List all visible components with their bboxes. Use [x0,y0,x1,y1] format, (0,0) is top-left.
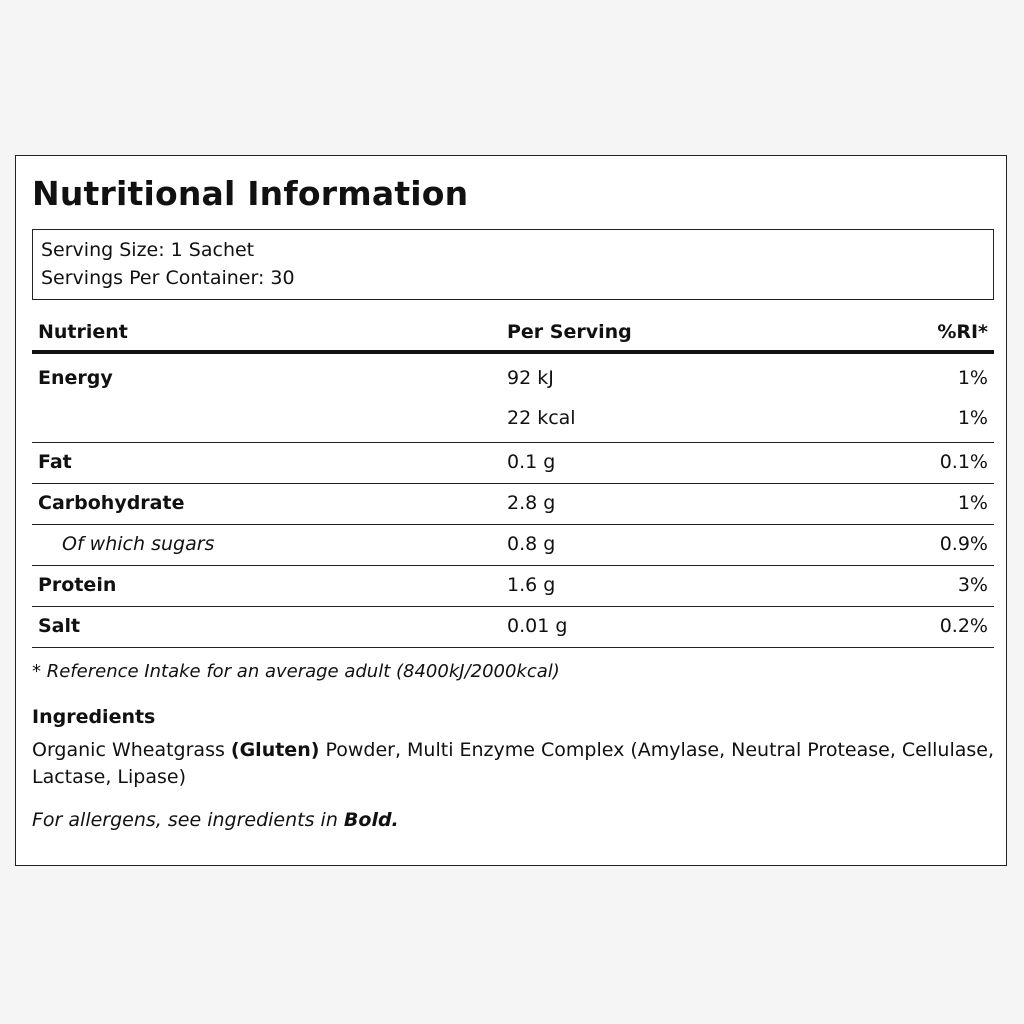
servings-per-container: Servings Per Container: 30 [41,267,295,289]
allergen-note [32,809,399,831]
nutrition-table [32,318,994,648]
header-per-serving: Per Serving [507,321,632,343]
table-row [32,525,994,566]
header-nutrient: Nutrient [38,321,128,343]
nutrient-ri: 1% [957,492,988,514]
table-header [32,318,994,354]
nutrient-ri: 0.2% [939,615,988,637]
nutrient-ri: 1% [957,367,988,389]
nutrition-panel [15,155,1007,866]
ingredients-text [32,737,997,791]
nutrient-ri: 0.1% [939,451,988,473]
header-ri: %RI* [937,321,988,343]
allergen-note-text: For allergens, see ingredients in [32,809,344,831]
nutrient-value: 0.1 g [507,451,556,473]
nutrient-name: Of which sugars [62,533,215,555]
nutrient-name: Carbohydrate [38,492,185,514]
nutrient-ri: 0.9% [939,533,988,555]
ingredients-part2: Powder, Multi Enzyme Complex (Amylase, Neutral Protease, Cellulase, Lactase, Lipase) [32,739,995,788]
nutrient-name: Energy [38,367,113,389]
nutrient-name: Protein [38,574,117,596]
nutrient-value: 1.6 g [507,574,556,596]
table-row [32,484,994,525]
ingredients-part1: Organic Wheatgrass [32,739,231,761]
nutrient-name: Salt [38,615,81,637]
panel-title: Nutritional Information [32,174,469,213]
serving-info-box [32,229,994,300]
nutrient-ri-kcal: 1% [957,407,988,429]
table-row [32,443,994,484]
nutrient-value: 2.8 g [507,492,556,514]
ingredients-heading: Ingredients [32,706,156,728]
table-row-energy [32,354,994,443]
ri-footnote: * Reference Intake for an average adult (8400kJ/2000kcal) [32,661,560,682]
ingredients-allergen: (Gluten) [230,739,320,761]
nutrient-ri: 3% [957,574,988,596]
nutrient-value-kcal: 22 kcal [507,407,576,429]
nutrient-name: Fat [38,451,72,473]
serving-size: Serving Size: 1 Sachet [41,239,255,261]
table-row [32,607,994,648]
nutrient-value: 92 kJ [507,367,554,389]
allergen-note-bold: Bold. [343,809,399,831]
table-row [32,566,994,607]
nutrient-value: 0.8 g [507,533,556,555]
nutrient-value: 0.01 g [507,615,568,637]
